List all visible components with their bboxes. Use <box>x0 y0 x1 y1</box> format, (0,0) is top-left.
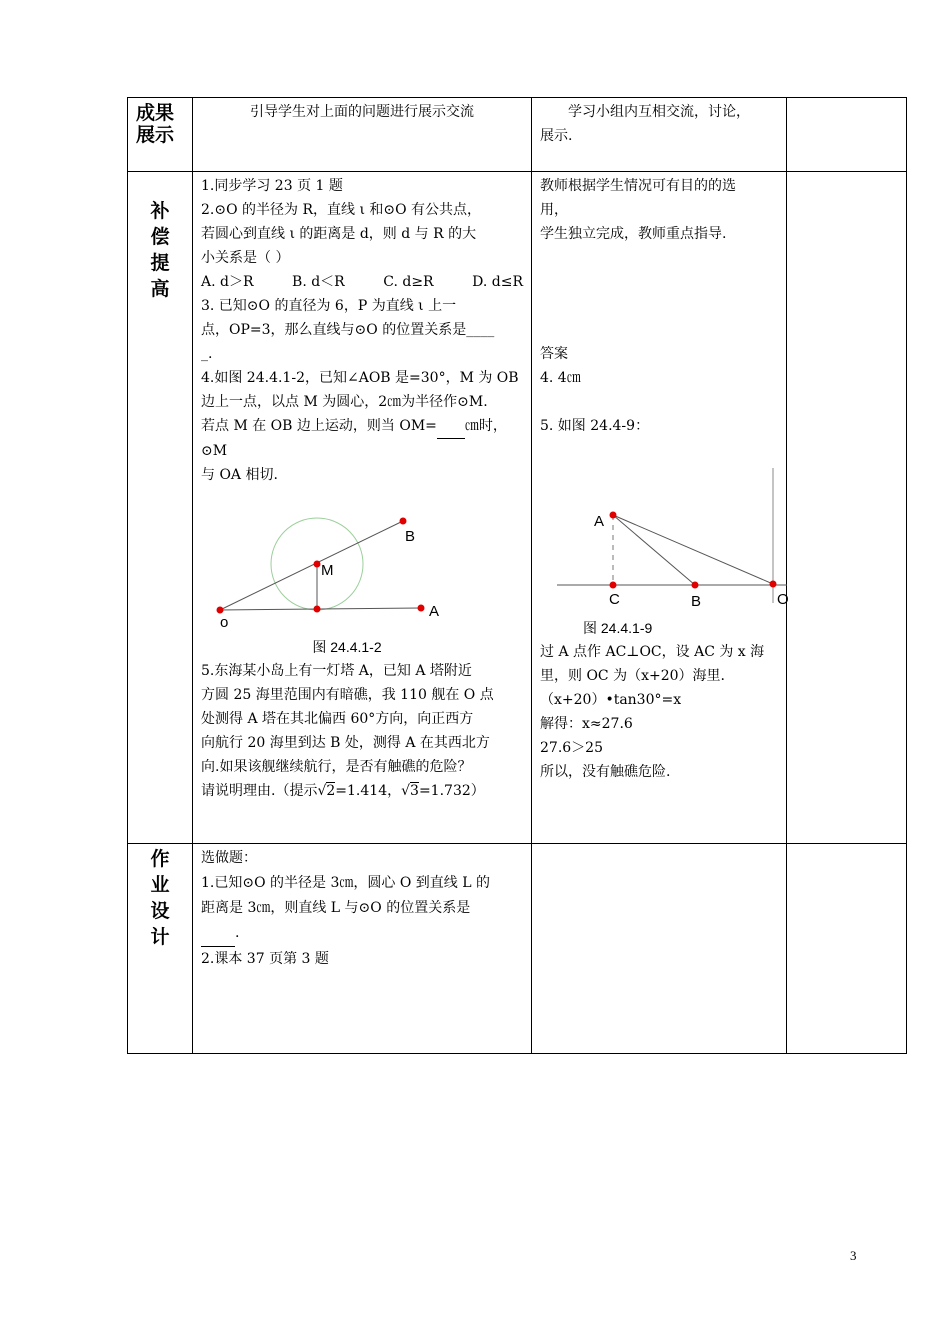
question-4-line3 <box>201 414 523 463</box>
empty-cell <box>787 172 907 844</box>
sqrt-2-radicand: 2 <box>326 783 336 799</box>
line-ab <box>613 515 695 585</box>
question-5-line4: 向航行 20 海里到达 B 处，测得 A 在其西北方 <box>201 735 490 751</box>
label-char: 高 <box>150 278 170 300</box>
question-5-line3: 处测得 A 塔在其北偏西 60°方向，向正西方 <box>201 711 474 727</box>
label-a: A <box>594 513 605 530</box>
empty-cell <box>787 844 907 1054</box>
question-3-line1: 3. 已知⊙O 的直径为 6，P 为直线 ι 上一 <box>201 298 457 314</box>
question-5-hint <box>201 779 523 803</box>
question-5-line1: 5.东海某小岛上有一灯塔 A，已知 A 塔附近 <box>201 663 472 679</box>
label-char: 补 <box>150 200 170 222</box>
label-char: 作 <box>150 848 170 870</box>
q4-text-a: 若点 M 在 OB 边上运动，则当 OM= <box>201 418 437 434</box>
figure-1-caption: 图 24.4.1-2 <box>312 639 382 655</box>
solution-line4: 解得：x≈27.6 <box>540 716 633 732</box>
point-b <box>692 582 699 589</box>
guidance-line2: 用， <box>540 202 568 218</box>
label-line2: 展示 <box>136 124 175 146</box>
question-4-line2: 边上一点，以点 M 为圆心，2㎝为半径作⊙M. <box>201 394 488 410</box>
row-improve <box>128 172 907 844</box>
label-char: 设 <box>150 900 170 922</box>
student-line2: 展示. <box>540 128 573 144</box>
point-o <box>770 581 777 588</box>
question-3-line2: 点，OP=3，那么直线与⊙O 的位置关系是____ <box>201 322 495 338</box>
label-m: M <box>321 562 334 579</box>
label-b: B <box>405 528 416 545</box>
row-label-display <box>128 98 193 172</box>
figure-2-caption: 图 24.4.1-9 <box>583 620 653 636</box>
guidance-line3: 学生独立完成，教师重点指导. <box>540 226 727 242</box>
answer-label: 答案 <box>540 346 568 362</box>
option-c: C. d≥R <box>383 274 434 290</box>
point-o <box>217 607 224 614</box>
empty-cell <box>787 98 907 172</box>
line-ao <box>613 515 773 584</box>
point-tangent <box>314 606 321 613</box>
solution-line5: 27.6＞25 <box>540 740 603 756</box>
homework-1-line1: 1.已知⊙O 的半径是 3㎝，圆心 O 到直线 L 的 <box>201 875 490 891</box>
answer-4: 4. 4㎝ <box>540 370 581 386</box>
hint-text-a: 请说明理由.（提示 <box>201 783 318 799</box>
question-2-options <box>201 270 523 294</box>
point-b <box>400 518 407 525</box>
guidance-line1: 教师根据学生情况可有目的的选 <box>540 178 736 194</box>
question-1: 1.同步学习 23 页 1 题 <box>201 178 343 194</box>
ray-ob <box>220 521 403 610</box>
hint-text-c: =1.732） <box>418 783 485 799</box>
question-4-line1: 4.如图 24.4.1-2，已知∠AOB 是=30°，M 为 OB <box>201 370 519 386</box>
option-a: A. d＞R <box>201 274 254 290</box>
teacher-activity-cell <box>193 98 532 172</box>
row-label-homework <box>128 844 193 1054</box>
point-a <box>418 605 425 612</box>
questions-cell <box>193 172 532 844</box>
hint-text-b: =1.414， <box>335 783 402 799</box>
label-o: o <box>220 614 229 631</box>
empty-cell <box>532 844 787 1054</box>
figure-24-4-1-2 <box>193 487 532 637</box>
label-c: C <box>609 591 620 608</box>
option-d: D. d≤R <box>472 274 523 290</box>
question-5-line5: 向.如果该舰继续航行，是否有触礁的危险？ <box>201 759 472 775</box>
label-char: 提 <box>150 252 170 274</box>
student-activity-cell <box>532 98 787 172</box>
solution-line3: （x+20）•tan30°=x <box>540 692 682 708</box>
label-char: 偿 <box>150 226 170 248</box>
sqrt-3-radicand: 3 <box>410 783 419 799</box>
page-number: 3 <box>850 1248 857 1263</box>
row-label-improve <box>128 172 193 844</box>
figure-24-4-1-9 <box>532 438 787 608</box>
student-line1: 学习小组内互相交流，讨论， <box>568 104 750 120</box>
label-a: A <box>429 603 440 620</box>
label-char: 计 <box>150 926 170 948</box>
sqrt-symbol: √2 <box>317 783 336 799</box>
row-display <box>128 98 907 172</box>
point-c <box>610 582 617 589</box>
option-b: B. d＜R <box>292 274 345 290</box>
label-line1: 成果 <box>136 102 175 124</box>
teacher-activity: 引导学生对上面的问题进行展示交流 <box>250 104 474 120</box>
question-4-line4: 与 OA 相切. <box>201 467 278 483</box>
lesson-table <box>127 97 907 1054</box>
question-2-line1: 2.⊙O 的半径为 R，直线 ι 和⊙O 有公共点， <box>201 202 482 218</box>
answer-blank <box>201 921 235 947</box>
homework-1-line2: 距离是 3㎝，则直线 L 与⊙O 的位置关系是 <box>201 900 471 916</box>
answer-5: 5. 如图 24.4-9： <box>540 418 650 434</box>
label-o: O <box>777 591 789 608</box>
homework-1-line3 <box>201 921 523 947</box>
homework-title: 选做题： <box>201 850 257 866</box>
guidance-cell <box>532 172 787 844</box>
question-3-line3: _. <box>201 346 213 362</box>
question-2-line2: 若圆心到直线 ι 的距离是 d，则 d 与 R 的大 <box>201 226 477 242</box>
question-5-line2: 方圆 25 海里范围内有暗礁，我 110 舰在 O 点 <box>201 687 494 703</box>
answer-blank <box>437 414 465 439</box>
point-a <box>610 512 617 519</box>
solution-line6: 所以，没有触礁危险. <box>540 764 671 780</box>
homework-1-end: . <box>235 925 240 941</box>
label-char: 业 <box>150 874 170 896</box>
point-m <box>314 561 321 568</box>
homework-2: 2.课本 37 页第 3 题 <box>201 951 329 967</box>
q4-text-b: ㎝时，⊙M <box>201 418 507 459</box>
solution-line2: 里，则 OC 为（x+20）海里. <box>540 668 725 684</box>
label-b: B <box>691 593 702 610</box>
sqrt-symbol: √3 <box>401 783 419 799</box>
solution-line1: 过 A 点作 AC⊥OC，设 AC 为 x 海 <box>540 644 765 660</box>
question-2-line3: 小关系是（ ） <box>201 250 290 266</box>
row-homework <box>128 844 907 1054</box>
homework-cell <box>193 844 532 1054</box>
